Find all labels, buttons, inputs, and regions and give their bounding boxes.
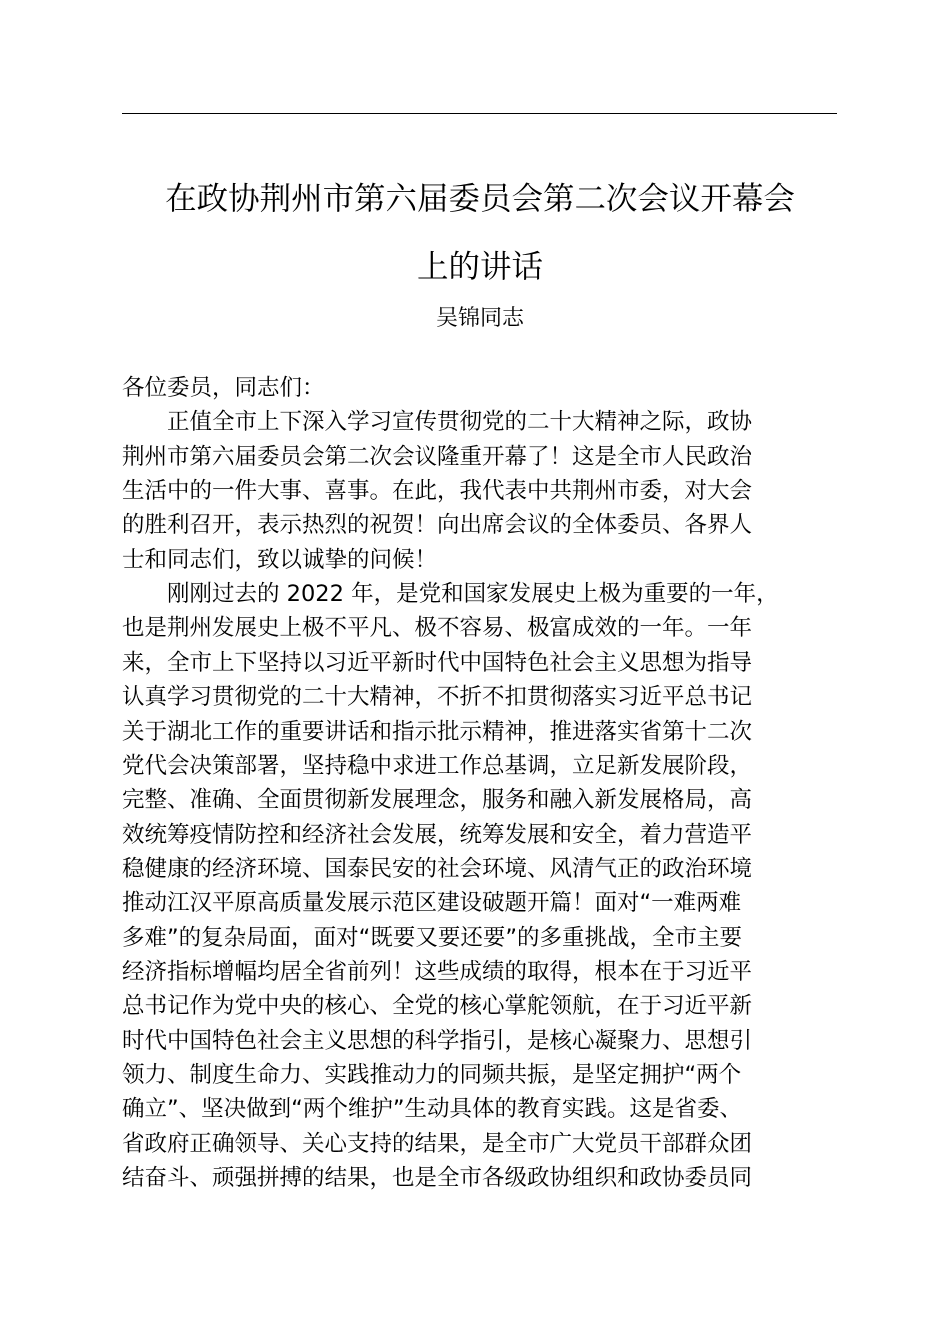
author-name: 吴锦同志 [435,306,524,331]
body-text-line: 刚刚过去的 2022 年，是党和国家发展史上极为重要的一年， [122,581,779,608]
body-text-line: 正值全市上下深入学习宣传贯彻党的二十大精神之际，政协 [122,409,753,436]
body-text-line: 党代会决策部署，坚持稳中求进工作总基调，立足新发展阶段， [122,752,753,779]
body-text-line: 总书记作为党中央的核心、全党的核心掌舵领航，在于习近平新 [122,993,753,1020]
body-text-line: 士和同志们，致以诚挚的问候！ [122,546,438,573]
top-rule [122,113,837,114]
body-text-line: 关于湖北工作的重要讲话和指示批示精神，推进落实省第十二次 [122,718,753,745]
body-text-line: 省政府正确领导、关心支持的结果，是全市广大党员干部群众团 [122,1130,753,1157]
body-text-line: 确立”、坚决做到“两个维护”生动具体的教育实践。这是省委、 [122,1096,742,1123]
body-text-line: 稳健康的经济环境、国泰民安的社会环境、风清气正的政治环境 [122,855,753,882]
body-text-line: 也是荆州发展史上极不平凡、极不容易、极富成效的一年。一年 [122,615,753,642]
body-text-line: 时代中国特色社会主义思想的科学指引，是核心凝聚力、思想引 [122,1027,753,1054]
body-text-line: 经济指标增幅均居全省前列！这些成绩的取得，根本在于习近平 [122,958,753,985]
body-text-line: 荆州市第六届委员会第二次会议隆重开幕了！这是全市人民政治 [122,443,753,470]
body-text-line: 来，全市上下坚持以习近平新时代中国特色社会主义思想为指导 [122,649,753,676]
body-text-line: 生活中的一件大事、喜事。在此，我代表中共荆州市委，对大会 [122,478,753,505]
body-text-line: 完整、准确、全面贯彻新发展理念，服务和融入新发展格局，高 [122,787,753,814]
document-title-line-2: 上的讲话 [417,249,543,285]
body-text-line: 的胜利召开，表示热烈的祝贺！向出席会议的全体委员、各界人 [122,512,753,539]
body-text-line: 领力、制度生命力、实践推动力的同频共振，是坚定拥护“两个 [122,1062,742,1088]
body-text-line: 认真学习贯彻党的二十大精神，不折不扣贯彻落实习近平总书记 [122,684,753,711]
body-text-line: 结奋斗、顽强拼搏的结果，也是全市各级政协组织和政协委员同 [122,1165,753,1192]
body-text-line: 推动江汉平原高质量发展示范区建设破题开篇！面对“一难两难 [122,890,742,917]
body-text-line: 多难”的复杂局面，面对“既要又要还要”的多重挑战，全市主要 [122,924,742,951]
document-title-line-1: 在政协荆州市第六届委员会第二次会议开幕会 [165,181,795,217]
body-text-line: 各位委员，同志们： [122,375,325,401]
body-text-line: 效统筹疫情防控和经济社会发展，统筹发展和安全，着力营造平 [122,821,753,848]
